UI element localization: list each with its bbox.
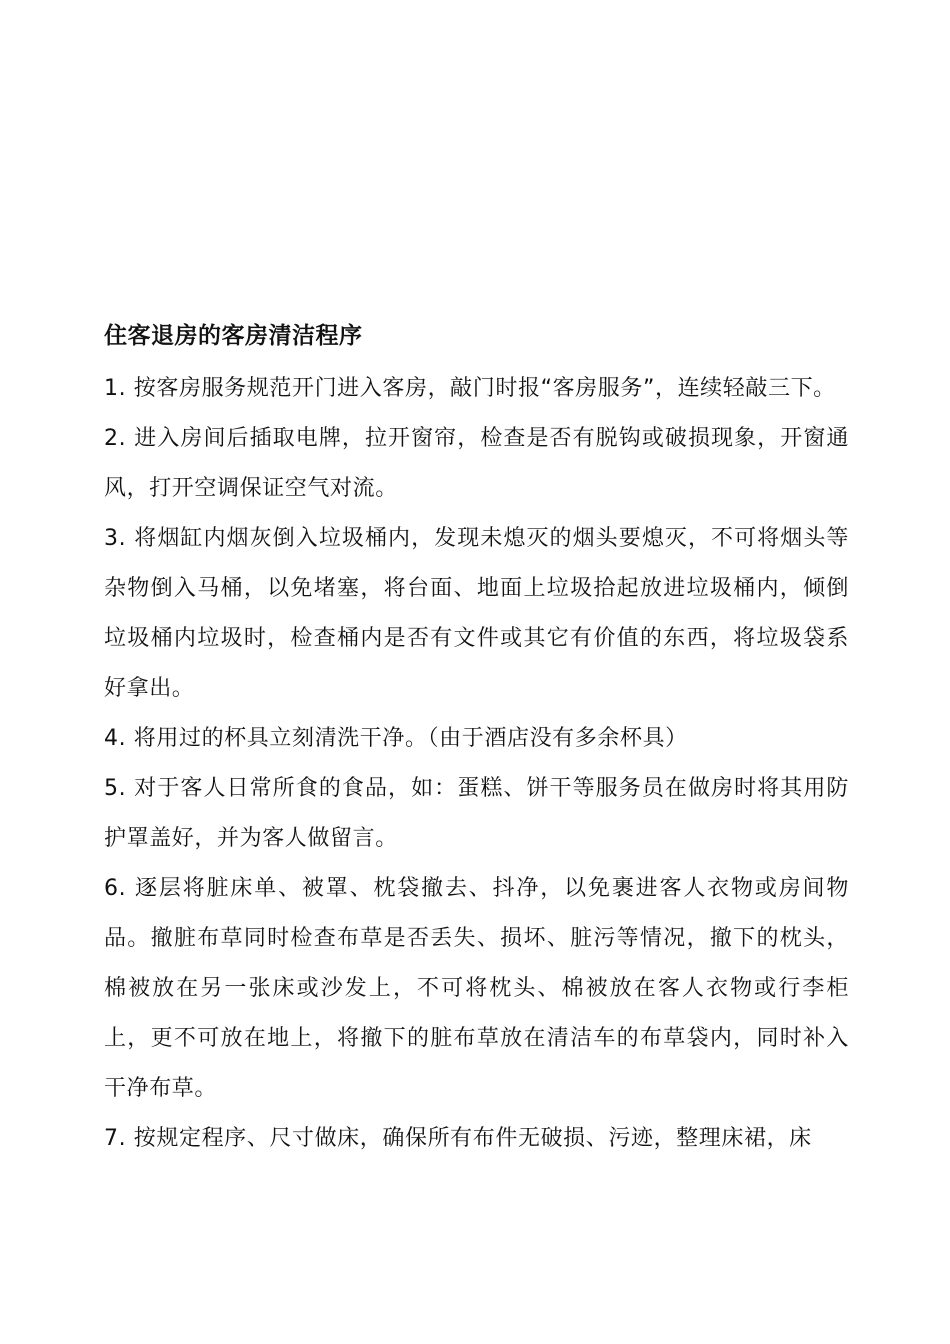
paragraph-step-1: 1. 按客房服务规范开门进入客房，敲门时报“客房服务”，连续轻敲三下。 [104, 376, 836, 401]
document-title: 住客退房的客房清洁程序 [104, 323, 363, 349]
paragraph-step-5: 5. 对于客人日常所食的食品，如：蛋糕、饼干等服务员在做房时将其用防护罩盖好，并为客人做留言。 [104, 776, 849, 851]
document-body [104, 316, 849, 1164]
paragraph-step-4: 4. 将用过的杯具立刻清洗干净。（由于酒店没有多余杯具） [104, 726, 688, 751]
paragraph-step-3: 3. 将烟缸内烟灰倒入垃圾桶内，发现未熄灭的烟头要熄灭，不可将烟头等杂物倒入马桶，以免堵塞，将台面、地面上垃圾拾起放进垃圾桶内，倾倒垃圾桶内垃圾时，检查桶内是否有文件或其它有价值的东西，将垃圾袋系好拿出。 [104, 526, 849, 701]
paragraph-step-6: 6. 逐层将脏床单、被罩、枕袋撤去、抖净，以免裹进客人衣物或房间物品。撤脏布草同时检查布草是否丢失、损坏、脏污等情况，撤下的枕头，棉被放在另一张床或沙发上，不可将枕头、棉被放在客人衣物或行李柜上，更不可放在地上，将撤下的脏布草放在清洁车的布草袋内，同时补入干净布草。 [104, 876, 849, 1101]
paragraph-step-2: 2. 进入房间后插取电牌，拉开窗帘，检查是否有脱钩或破损现象，开窗通风，打开空调保证空气对流。 [104, 426, 849, 501]
paragraph-step-7: 7. 按规定程序、尺寸做床，确保所有布件无破损、污迹，整理床裙，床 [104, 1126, 812, 1151]
